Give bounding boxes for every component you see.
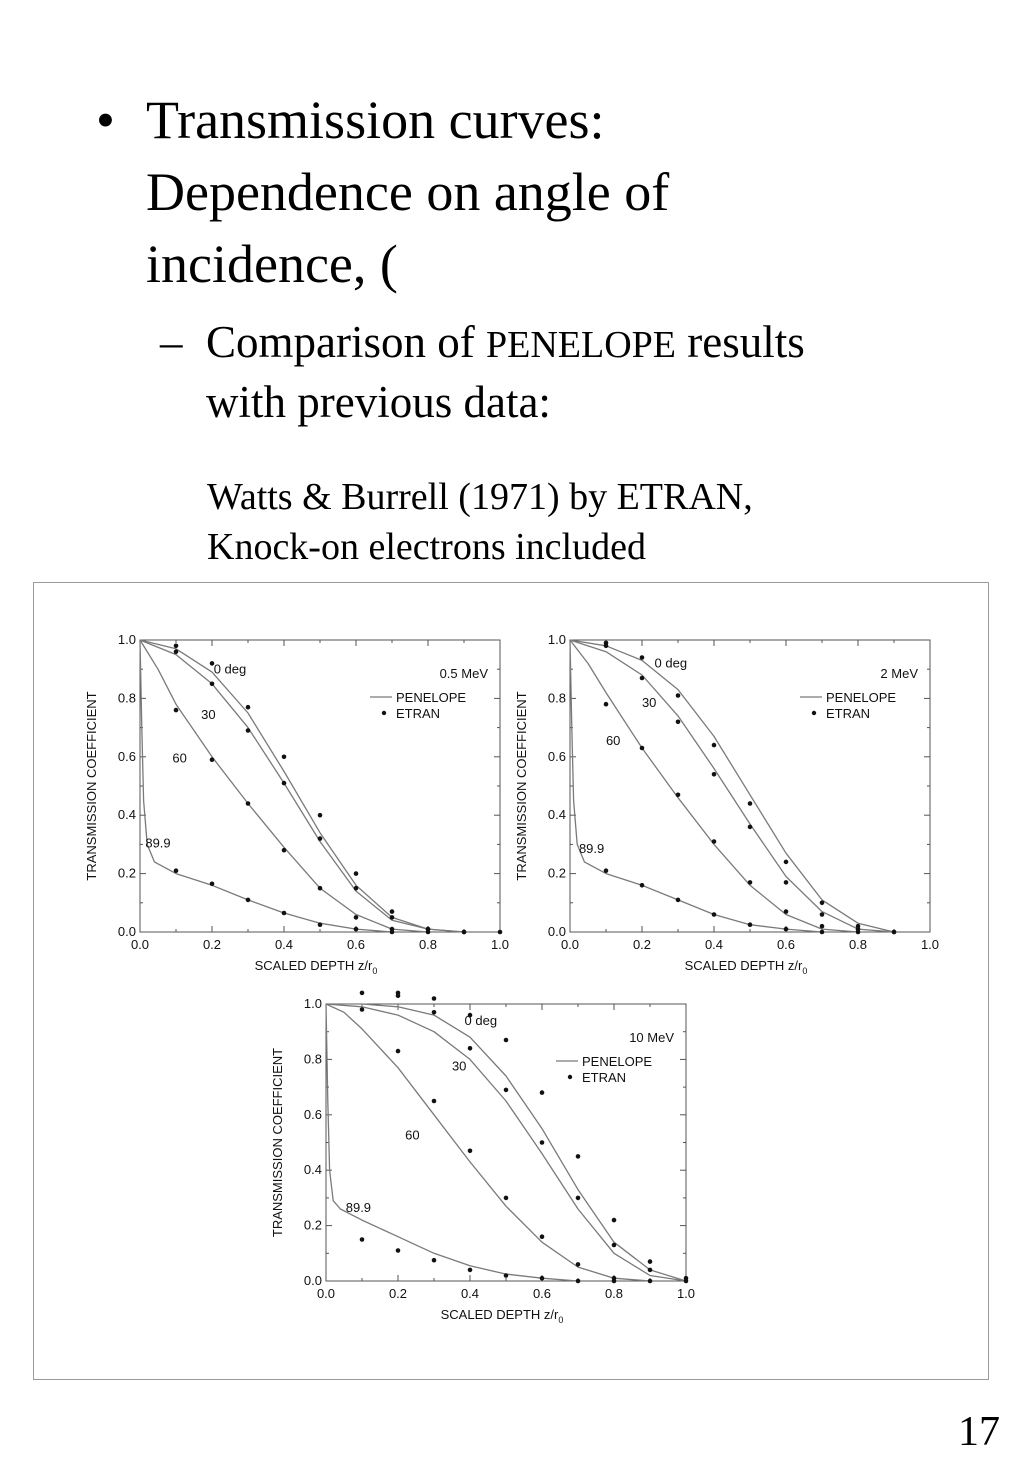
y-tick-label: 0.8 (303, 1051, 322, 1067)
bullet-line-3: incidence, ( (146, 234, 398, 294)
etran-point (504, 1273, 509, 1278)
etran-point (432, 1258, 437, 1263)
energy-label: 10 MeV (629, 1030, 674, 1045)
etran-point (318, 813, 323, 818)
chart-panel-1 (84, 632, 509, 976)
etran-point (426, 930, 431, 935)
etran-point (648, 1279, 653, 1284)
sub-line1-post: results (675, 317, 805, 367)
note-line-2: Knock-on electrons included (207, 526, 646, 568)
etran-point (390, 909, 395, 914)
etran-point (540, 1234, 545, 1239)
y-tick-label: 0.4 (547, 807, 566, 823)
etran-point (318, 922, 323, 927)
x-tick-label: 0.0 (560, 937, 580, 952)
x-tick-label: 1.0 (490, 937, 510, 952)
etran-point (354, 871, 359, 876)
penelope-curve-60 (570, 640, 858, 932)
angle-label: 30 (641, 695, 657, 711)
sub-bullet-line-1 (206, 312, 805, 375)
etran-point (396, 993, 401, 998)
etran-point (540, 1276, 545, 1281)
energy-label: 2 MeV (880, 666, 918, 681)
legend-penelope-label: PENELOPE (582, 1054, 653, 1069)
etran-point (676, 793, 681, 798)
etran-point (676, 898, 681, 903)
bullet-line-2: Dependence on angle of (146, 162, 670, 222)
x-tick-label: 0.8 (604, 1286, 624, 1301)
etran-point (820, 930, 825, 935)
bullet-line-1: Transmission curves: (146, 90, 605, 150)
etran-point (712, 772, 717, 777)
etran-point (396, 1049, 401, 1054)
x-tick-label: 0.2 (388, 1286, 408, 1301)
etran-point (648, 1259, 653, 1264)
legend-penelope-label: PENELOPE (826, 690, 897, 705)
x-axis-label: SCALED DEPTH $z/r_0$ (254, 958, 378, 976)
etran-point (174, 708, 179, 713)
penelope-curve-30 (140, 640, 467, 932)
etran-point (784, 909, 789, 914)
x-tick-label: 0.6 (776, 937, 796, 952)
etran-point (640, 883, 645, 888)
angle-label: 60 (172, 750, 187, 766)
etran-point (576, 1154, 581, 1159)
etran-point (784, 880, 789, 885)
legend-etran-label: ETRAN (396, 706, 441, 721)
etran-point (712, 839, 717, 844)
x-axis-label-subscript: 0 (372, 966, 378, 976)
plot-frame (570, 640, 930, 932)
etran-point (640, 746, 645, 751)
etran-point (612, 1243, 617, 1248)
plot-frame (326, 1004, 686, 1281)
etran-point (748, 880, 753, 885)
etran-point (892, 930, 897, 935)
etran-point (468, 1046, 473, 1051)
etran-point (612, 1279, 617, 1284)
etran-point (360, 1007, 365, 1012)
etran-point (432, 1099, 437, 1104)
etran-point (748, 922, 753, 927)
y-axis-label: TRANSMISSION COEFFICIENT (514, 691, 529, 881)
etran-point (784, 860, 789, 865)
etran-point (354, 915, 359, 920)
etran-point (576, 1279, 581, 1284)
legend-penelope-label: PENELOPE (396, 690, 467, 705)
y-tick-label: 0.6 (117, 748, 136, 764)
angle-label: 0 deg (654, 655, 688, 671)
etran-point (540, 1090, 545, 1095)
legend-marker-swatch (568, 1075, 572, 1079)
etran-point (210, 882, 215, 887)
angle-label: 60 (405, 1127, 420, 1143)
etran-point (712, 912, 717, 917)
source-note (207, 472, 753, 572)
angle-label: 0 deg (213, 661, 247, 677)
etran-point (468, 1268, 473, 1273)
chart-panel-2 (514, 632, 939, 976)
etran-point (748, 825, 753, 830)
sub-line1-pre: Comparison of (206, 317, 486, 367)
penelope-curve-0-deg (140, 640, 467, 932)
penelope-curve-30 (326, 1004, 686, 1281)
etran-point (612, 1218, 617, 1223)
y-tick-label: 0.2 (117, 865, 136, 881)
chart-panel-3 (270, 991, 695, 1325)
etran-point (354, 886, 359, 891)
transmission-figure (34, 583, 990, 1381)
etran-point (712, 743, 717, 748)
etran-point (504, 1088, 509, 1093)
x-tick-label: 0.4 (704, 937, 724, 952)
bullet-text (146, 84, 946, 300)
etran-point (784, 927, 789, 932)
etran-point (504, 1196, 509, 1201)
etran-point (246, 728, 251, 733)
legend-etran-label: ETRAN (826, 706, 871, 721)
etran-point (462, 930, 467, 935)
etran-point (174, 868, 179, 873)
etran-point (246, 898, 251, 903)
angle-label: 30 (451, 1058, 467, 1074)
x-tick-label: 0.0 (130, 937, 150, 952)
y-tick-label: 0.6 (547, 748, 566, 764)
y-tick-label: 0.8 (117, 690, 136, 706)
etran-point (318, 836, 323, 841)
bullet-marker: • (96, 90, 115, 150)
etran-point (576, 1262, 581, 1267)
y-tick-label: 1.0 (547, 632, 566, 647)
y-axis-label: TRANSMISSION COEFFICIENT (84, 691, 99, 881)
etran-point (282, 848, 287, 853)
sub-bullet-line-2: with previous data: (206, 377, 551, 427)
legend-marker-swatch (812, 711, 816, 715)
angle-label: 89.9 (145, 835, 171, 851)
etran-point (498, 930, 503, 935)
x-axis-label: SCALED DEPTH $z/r_0$ (684, 958, 808, 976)
etran-point (174, 649, 179, 654)
energy-label: 0.5 MeV (439, 666, 488, 681)
x-tick-label: 0.8 (418, 937, 438, 952)
x-tick-label: 1.0 (920, 937, 940, 952)
etran-point (676, 720, 681, 725)
x-axis-label-subscript: 0 (558, 1315, 564, 1325)
etran-point (468, 1149, 473, 1154)
etran-point (640, 676, 645, 681)
etran-point (640, 655, 645, 660)
etran-point (820, 912, 825, 917)
etran-point (748, 801, 753, 806)
etran-point (432, 1010, 437, 1015)
angle-label: 89.9 (578, 841, 605, 857)
y-tick-label: 0.0 (547, 924, 566, 939)
etran-point (282, 911, 287, 916)
sub-line1-penelope: PENELOPE (485, 324, 676, 366)
etran-point (210, 682, 215, 687)
y-tick-label: 0.6 (303, 1106, 322, 1122)
angle-label: 89.9 (345, 1199, 372, 1215)
etran-point (604, 868, 609, 873)
x-tick-label: 0.6 (532, 1286, 552, 1301)
legend-marker-swatch (382, 711, 386, 715)
y-tick-label: 0.2 (303, 1217, 322, 1233)
x-tick-label: 0.4 (460, 1286, 480, 1301)
x-tick-label: 0.2 (202, 937, 222, 952)
figure-frame (33, 582, 989, 1380)
etran-point (210, 757, 215, 762)
note-line-1: Watts & Burrell (1971) by ETRAN, (207, 476, 753, 518)
etran-point (396, 1248, 401, 1253)
x-axis-label: SCALED DEPTH $z/r_0$ (440, 1307, 564, 1325)
penelope-curve-0-deg (570, 640, 897, 932)
etran-point (540, 1140, 545, 1145)
angle-label: 30 (201, 706, 216, 722)
y-tick-label: 0.0 (303, 1273, 322, 1288)
y-tick-label: 0.4 (117, 807, 136, 823)
x-tick-label: 0.0 (316, 1286, 336, 1301)
x-tick-label: 0.8 (848, 937, 868, 952)
etran-point (360, 991, 365, 996)
etran-point (390, 930, 395, 935)
page-number: 17 (958, 1409, 1000, 1455)
etran-point (360, 1237, 365, 1242)
etran-point (576, 1196, 581, 1201)
x-tick-label: 0.2 (632, 937, 652, 952)
penelope-curve-89.9 (570, 640, 822, 932)
etran-point (246, 705, 251, 710)
etran-point (390, 915, 395, 920)
x-tick-label: 0.6 (346, 937, 366, 952)
legend-etran-label: ETRAN (582, 1070, 627, 1085)
etran-point (174, 644, 179, 649)
etran-point (282, 755, 287, 760)
etran-point (820, 924, 825, 929)
y-tick-label: 0.8 (547, 690, 566, 706)
y-tick-label: 1.0 (303, 996, 322, 1011)
penelope-curve-30 (570, 640, 897, 932)
etran-point (604, 644, 609, 649)
etran-point (246, 801, 251, 806)
x-tick-label: 1.0 (676, 1286, 696, 1301)
etran-point (820, 901, 825, 906)
etran-point (432, 996, 437, 1001)
etran-point (318, 886, 323, 891)
y-axis-label: TRANSMISSION COEFFICIENT (270, 1047, 285, 1238)
penelope-curve-60 (140, 640, 428, 932)
angle-label: 0 deg (464, 1012, 498, 1028)
etran-point (648, 1268, 653, 1273)
y-tick-label: 0.0 (117, 924, 136, 939)
etran-point (676, 693, 681, 698)
x-axis-label-subscript: 0 (802, 966, 808, 976)
etran-point (282, 781, 287, 786)
penelope-curve-0-deg (326, 1004, 686, 1281)
y-tick-label: 0.2 (547, 865, 566, 881)
y-tick-label: 0.4 (303, 1162, 322, 1178)
y-tick-label: 1.0 (117, 632, 136, 647)
etran-point (604, 702, 609, 707)
etran-point (856, 930, 861, 935)
angle-label: 60 (605, 733, 621, 749)
x-tick-label: 0.4 (274, 937, 294, 952)
etran-point (684, 1279, 689, 1284)
etran-point (354, 927, 359, 932)
sub-bullet-marker: – (160, 317, 183, 367)
etran-point (504, 1038, 509, 1043)
